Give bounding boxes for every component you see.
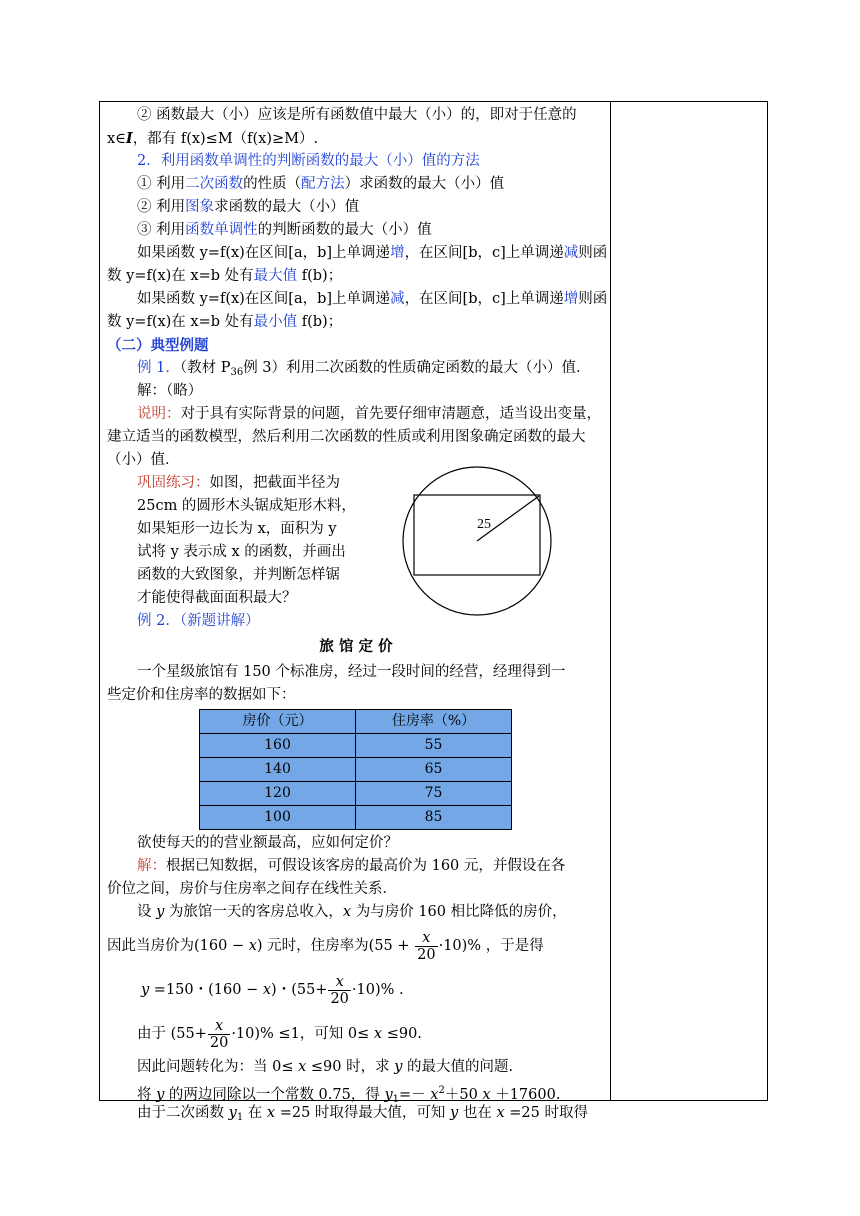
- example-label: 例 2．: [137, 613, 180, 629]
- fraction-denominator: 20: [417, 946, 436, 963]
- table-cell: 120: [200, 782, 356, 806]
- text: ·10)% .: [351, 982, 404, 998]
- text: 也在: [458, 1105, 497, 1121]
- keyword: 函数单调性: [185, 222, 258, 238]
- text: 试将 y 表示成 x 的函数，并画出: [137, 544, 346, 560]
- text-line: [107, 426, 605, 449]
- var: x: [298, 1059, 307, 1075]
- text: 的最大值的问题.: [402, 1059, 514, 1075]
- text: 设: [137, 904, 157, 920]
- text-line: [107, 403, 605, 426]
- text: 如果函数 y=f(x)在区间[a，b]上单调递: [137, 291, 391, 307]
- text: ① 利用: [137, 176, 186, 192]
- text-line: [107, 1056, 605, 1079]
- text: ·10)% ≤1，可知 0≤: [231, 1026, 374, 1042]
- practice-label: 巩固练习：: [137, 475, 210, 491]
- var: y: [228, 1105, 237, 1121]
- column-divider: [610, 101, 611, 1101]
- table-row: [200, 734, 512, 758]
- text: 的判断函数的最大（小）值: [257, 222, 432, 238]
- text: )・(55+: [271, 982, 328, 998]
- var: y: [384, 1087, 393, 1103]
- text-line: [107, 661, 605, 684]
- text: 在: [243, 1105, 267, 1121]
- var: y: [156, 1087, 165, 1103]
- text: ② 利用: [137, 199, 186, 215]
- text: ③ 利用: [137, 222, 186, 238]
- text: ≤90.: [382, 1026, 422, 1042]
- text-line: [107, 357, 605, 380]
- text-line: [107, 518, 367, 541]
- var: y: [450, 1105, 459, 1121]
- example-label: 例 1．: [137, 360, 180, 376]
- text: 数 y=f(x)在 x=b 处有: [107, 268, 254, 284]
- table-row: [200, 782, 512, 806]
- var: x: [342, 904, 352, 920]
- circle-rectangle-figure: [402, 466, 552, 616]
- fraction-numerator: x: [328, 974, 350, 991]
- table-cell: 85: [356, 806, 512, 830]
- text: ＋17600.: [490, 1087, 561, 1103]
- fraction-denominator: 20: [209, 1034, 229, 1051]
- text: 才能使得截面面积最大？: [137, 590, 297, 606]
- var: x: [373, 1026, 383, 1042]
- radius-label: 25: [477, 517, 491, 532]
- formula-line: [107, 968, 605, 1012]
- text: 例 3）利用二次函数的性质确定函数的最大（小）值．: [243, 360, 591, 376]
- text: （小）值．: [107, 452, 180, 468]
- keyword: 增: [390, 245, 405, 261]
- table-header-row: [200, 710, 512, 734]
- text-line: [107, 288, 608, 311]
- text-line: [107, 104, 605, 127]
- text: 数 y=f(x)在 x=b 处有: [107, 314, 254, 330]
- fraction-denominator: 20: [330, 990, 349, 1007]
- lesson-content: [107, 104, 608, 1125]
- text: ② 函数最大（小）应该是所有函数值中最大（小）的，即对于任意的: [137, 107, 577, 123]
- text: ，在区间[b，c]上单调递: [404, 291, 564, 307]
- text: 25cm 的圆形木头锯成矩形木料，: [137, 498, 356, 514]
- var: x: [496, 1105, 505, 1121]
- text-line: [107, 855, 605, 878]
- practice-text: [107, 472, 367, 610]
- text: 的性质（: [243, 176, 302, 192]
- text: 函数的大致图象，并判断怎样锯: [137, 567, 340, 583]
- table-cell: 55: [356, 734, 512, 758]
- table-cell: 65: [356, 758, 512, 782]
- text: 则函: [578, 245, 608, 261]
- practice-block: [107, 472, 605, 610]
- formula-line: [107, 924, 605, 968]
- text-line: [107, 242, 608, 265]
- var: y: [141, 982, 150, 998]
- keyword: 减: [390, 291, 405, 307]
- text: 将: [137, 1087, 157, 1103]
- text-line: [107, 380, 605, 403]
- keyword: 图象: [185, 199, 215, 215]
- text: x∈: [107, 131, 126, 147]
- keyword: 二次函数: [185, 176, 244, 192]
- text-line: [107, 1102, 605, 1125]
- text: 为旅馆一天的客房总收入，: [164, 904, 343, 920]
- var: x: [482, 1087, 491, 1103]
- table-cell: 160: [200, 734, 356, 758]
- text: =25 时取得最大值，可知: [275, 1105, 451, 1121]
- var: x: [430, 1087, 439, 1103]
- table-cell: 75: [356, 782, 512, 806]
- var: x: [248, 938, 257, 954]
- text: 价位之间，房价与住房率之间存在线性关系．: [107, 881, 397, 897]
- text: f(b)；: [297, 268, 343, 284]
- fraction: [208, 1018, 230, 1051]
- text-line: [107, 472, 367, 495]
- text: =－: [399, 1087, 431, 1103]
- subscript: 36: [230, 367, 244, 378]
- text-line: [107, 196, 605, 219]
- set-symbol: I: [125, 130, 133, 147]
- table-row: [200, 758, 512, 782]
- header-cell: 房价（元）: [200, 710, 356, 734]
- text: 因此当房价为(160 −: [107, 938, 249, 954]
- note-label: 说明：: [137, 406, 181, 422]
- text-line: [107, 541, 367, 564]
- subscript: 1: [236, 1112, 244, 1123]
- formula-line: [107, 1012, 605, 1056]
- table-cell: 100: [200, 806, 356, 830]
- fraction-numerator: x: [208, 1018, 230, 1035]
- text-line: [107, 684, 605, 707]
- text: （教材 P: [179, 360, 231, 376]
- text: 的两边同除以一个常数 0.75，得: [164, 1087, 385, 1103]
- keyword: 最小值: [253, 314, 298, 330]
- text-line: [107, 587, 367, 610]
- text: 为与房价 160 相比降低的房价，: [351, 904, 567, 920]
- text: 因此问题转化为：当 0≤: [137, 1059, 299, 1075]
- text: 由于 (55+: [137, 1026, 207, 1042]
- var: y: [394, 1059, 403, 1075]
- fraction: [328, 974, 350, 1007]
- var: x: [266, 1105, 276, 1121]
- text-line: [107, 219, 605, 242]
- keyword: 配方法: [301, 176, 345, 192]
- text: ，都有 f(x)≤M（f(x)≥M）.: [132, 131, 319, 147]
- text: 如果函数 y=f(x)在区间[a，b]上单调递: [137, 245, 391, 261]
- text: ≤90 时，求: [306, 1059, 395, 1075]
- text: （二）典型例题: [107, 337, 209, 354]
- text-line: [107, 832, 605, 855]
- section-heading: [107, 334, 605, 357]
- keyword: 最大值: [253, 268, 298, 284]
- text: 如果矩形一边长为 x，面积为 y: [137, 521, 337, 537]
- text-line: [107, 173, 605, 196]
- var: y: [156, 904, 165, 920]
- text: 2．利用函数单调性的判断函数的最大（小）值的方法: [137, 153, 480, 169]
- text: 如图，把截面半径为: [209, 475, 340, 491]
- text-line: [107, 495, 367, 518]
- text: 求函数的最大（小）值: [214, 199, 360, 215]
- text: ＋50: [444, 1087, 483, 1103]
- var: x: [262, 982, 272, 998]
- problem-title: [107, 633, 605, 661]
- text-line: [107, 127, 605, 150]
- text: ·10)% ，于是得: [438, 938, 544, 954]
- text: 由于二次函数: [137, 1105, 229, 1121]
- text: ）求函数的最大（小）值: [344, 176, 505, 192]
- text: ，在区间[b，c]上单调递: [404, 245, 564, 261]
- text-line: [107, 265, 605, 288]
- solution-label: 解：: [137, 858, 166, 874]
- text: f(b)；: [297, 314, 343, 330]
- text-line: [107, 311, 605, 334]
- superscript: 2: [438, 1085, 445, 1096]
- section-heading: [107, 150, 605, 173]
- text: 解：（略）: [137, 383, 203, 399]
- fraction: [415, 930, 437, 963]
- text: 一个星级旅馆有 150 个标准房，经过一段时间的经营，经理得到一: [137, 664, 566, 680]
- fraction-numerator: x: [415, 930, 437, 947]
- inscribed-rectangle: [414, 495, 540, 575]
- text-line: [107, 564, 367, 587]
- text: 旅 馆 定 价: [319, 638, 393, 655]
- keyword: 增: [563, 291, 579, 307]
- text: =25 时取得: [504, 1105, 588, 1121]
- text: ) 元时，住房率为(55 +: [256, 938, 415, 954]
- table-cell: 140: [200, 758, 356, 782]
- text: 则函: [578, 291, 608, 307]
- text: （新题讲解）: [179, 613, 260, 629]
- text: 对于具有实际背景的问题，首先要仔细审清题意，适当设出变量，: [180, 406, 601, 422]
- price-occupancy-table: [199, 709, 512, 830]
- text-line: [107, 1079, 605, 1105]
- text: 欲使每天的的营业额最高，应如何定价？: [137, 835, 398, 851]
- text-line: [107, 901, 605, 924]
- text: 建立适当的函数模型，然后利用二次函数的性质或利用图象确定函数的最大: [107, 429, 586, 445]
- text: =150・(160 −: [149, 982, 263, 998]
- text: 根据已知数据，可假设该客房的最高价为 160 元，并假设在各: [166, 858, 566, 874]
- subscript: 1: [392, 1094, 400, 1105]
- text: 些定价和住房率的数据如下：: [107, 687, 296, 703]
- keyword: 减: [563, 245, 579, 261]
- header-cell: 住房率（%）: [356, 710, 512, 734]
- table-row: [200, 806, 512, 830]
- text-line: [107, 878, 605, 901]
